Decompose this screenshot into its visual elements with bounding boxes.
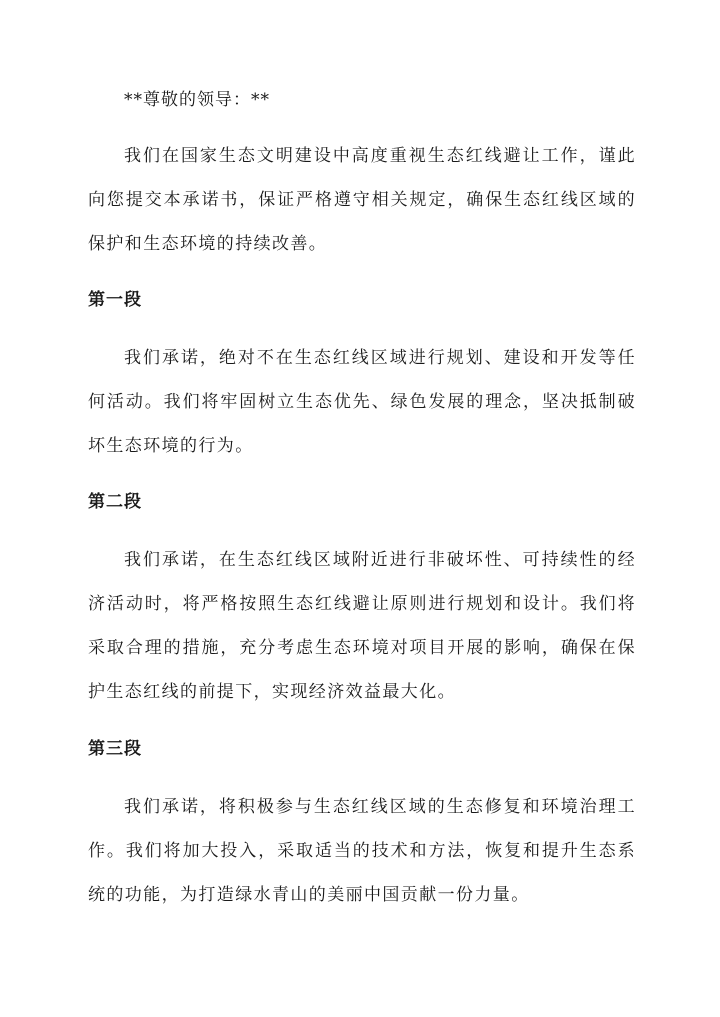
- intro-paragraph: 我们在国家生态文明建设中高度重视生态红线避让工作，谨此向您提交本承诺书，保证严格遵守相关规定，确保生态红线区域的保护和生态环境的持续改善。: [88, 146, 636, 254]
- section-body-3: 我们承诺，将积极参与生态红线区域的生态修复和环境治理工作。我们将加大投入，采取适当的技术和方法，恢复和提升生态系统的功能，为打造绿水青山的美丽中国贡献一份力量。: [88, 797, 636, 905]
- section-body-2: 我们承诺，在生态红线区域附近进行非破坏性、可持续性的经济活动时，将严格按照生态红线避让原则进行规划和设计。我们将采取合理的措施，充分考虑生态环境对项目开展的影响，确保在保护生态红线的前提下，实现经济效益最大化。: [88, 550, 636, 702]
- section-heading-1: 第一段: [88, 290, 142, 310]
- section-heading-3: 第三段: [88, 739, 142, 759]
- salutation: **尊敬的领导：**: [124, 90, 270, 110]
- section-heading-2: 第二段: [88, 492, 142, 512]
- section-body-1: 我们承诺，绝对不在生态红线区域进行规划、建设和开发等任何活动。我们将牢固树立生态优先、绿色发展的理念，坚决抵制破坏生态环境的行为。: [88, 348, 636, 456]
